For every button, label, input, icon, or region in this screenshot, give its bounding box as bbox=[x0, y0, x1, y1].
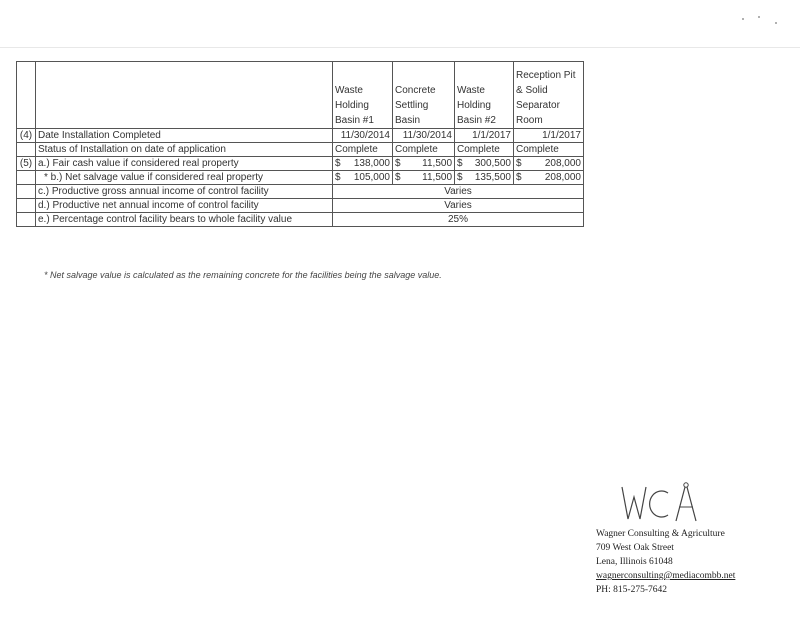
money-cell bbox=[393, 157, 455, 171]
column-header: Concrete Settling Basin bbox=[393, 62, 455, 129]
money-amount: 208,000 bbox=[544, 172, 581, 183]
money-amount: 300,500 bbox=[474, 158, 511, 169]
status-cell: Complete bbox=[455, 143, 514, 157]
status-cell: Complete bbox=[333, 143, 393, 157]
table-row bbox=[17, 199, 584, 213]
money-amount: 135,500 bbox=[474, 172, 511, 183]
footnote: * Net salvage value is calculated as the remaining concrete for the facilities being the salvage value. bbox=[44, 270, 442, 280]
scan-speck bbox=[742, 18, 744, 20]
row-number: (5) bbox=[17, 157, 36, 171]
row-label: a.) Fair cash value if considered real property bbox=[36, 157, 333, 171]
email-link[interactable]: wagnerconsulting@mediacombb.net bbox=[596, 571, 736, 581]
money-cell bbox=[514, 157, 584, 171]
phone-number: PH: 815-275-7642 bbox=[596, 585, 667, 595]
table-row bbox=[17, 143, 584, 157]
table-row bbox=[17, 157, 584, 171]
row-number bbox=[17, 199, 36, 213]
merged-value-cell: 25% bbox=[333, 213, 584, 227]
merged-value-cell: Varies bbox=[333, 199, 584, 213]
money-amount: 105,000 bbox=[353, 172, 390, 183]
scan-speck bbox=[758, 16, 760, 18]
date-cell: 11/30/2014 bbox=[333, 129, 393, 143]
currency-symbol: $ bbox=[335, 158, 341, 169]
city-state-zip: Lena, Illinois 61048 bbox=[596, 557, 673, 567]
row-label: c.) Productive gross annual income of control facility bbox=[36, 185, 333, 199]
column-header: Waste Holding Basin #2 bbox=[455, 62, 514, 129]
status-cell: Complete bbox=[514, 143, 584, 157]
row-label: Date Installation Completed bbox=[36, 129, 333, 143]
table-row bbox=[17, 213, 584, 227]
row-label: d.) Productive net annual income of control facility bbox=[36, 199, 333, 213]
column-header: Waste Holding Basin #1 bbox=[333, 62, 393, 129]
table-row bbox=[17, 171, 584, 185]
street-address: 709 West Oak Street bbox=[596, 543, 674, 553]
table-header-row bbox=[17, 62, 584, 129]
row-number bbox=[17, 143, 36, 157]
row-label: * b.) Net salvage value if considered real property bbox=[36, 171, 333, 185]
row-number bbox=[17, 171, 36, 185]
valuation-table bbox=[16, 61, 584, 227]
company-name: Wagner Consulting & Agriculture bbox=[596, 529, 725, 539]
money-cell bbox=[514, 171, 584, 185]
money-amount: 138,000 bbox=[353, 158, 390, 169]
status-cell: Complete bbox=[393, 143, 455, 157]
table-row bbox=[17, 129, 584, 143]
date-cell: 1/1/2017 bbox=[455, 129, 514, 143]
merged-value-cell: Varies bbox=[333, 185, 584, 199]
label-header bbox=[36, 62, 333, 129]
row-label: Status of Installation on date of application bbox=[36, 143, 333, 157]
currency-symbol: $ bbox=[395, 158, 401, 169]
currency-symbol: $ bbox=[457, 172, 463, 183]
date-cell: 11/30/2014 bbox=[393, 129, 455, 143]
currency-symbol: $ bbox=[516, 172, 522, 183]
currency-symbol: $ bbox=[516, 158, 522, 169]
money-amount: 11,500 bbox=[422, 172, 452, 183]
date-cell: 1/1/2017 bbox=[514, 129, 584, 143]
money-amount: 11,500 bbox=[422, 158, 452, 169]
table-row bbox=[17, 185, 584, 199]
currency-symbol: $ bbox=[395, 172, 401, 183]
money-cell bbox=[455, 157, 514, 171]
row-label: e.) Percentage control facility bears to whole facility value bbox=[36, 213, 333, 227]
money-cell bbox=[333, 171, 393, 185]
currency-symbol: $ bbox=[335, 172, 341, 183]
currency-symbol: $ bbox=[457, 158, 463, 169]
money-cell bbox=[455, 171, 514, 185]
money-amount: 208,000 bbox=[544, 158, 581, 169]
row-number-header bbox=[17, 62, 36, 129]
row-number bbox=[17, 185, 36, 199]
money-cell bbox=[393, 171, 455, 185]
wca-logo bbox=[614, 479, 714, 523]
row-number: (4) bbox=[17, 129, 36, 143]
page-edge-line bbox=[0, 47, 800, 48]
money-cell bbox=[333, 157, 393, 171]
scan-speck bbox=[775, 22, 777, 24]
company-address-block bbox=[596, 527, 735, 597]
column-header: Reception Pit & Solid Separator Room bbox=[514, 62, 584, 129]
row-number bbox=[17, 213, 36, 227]
